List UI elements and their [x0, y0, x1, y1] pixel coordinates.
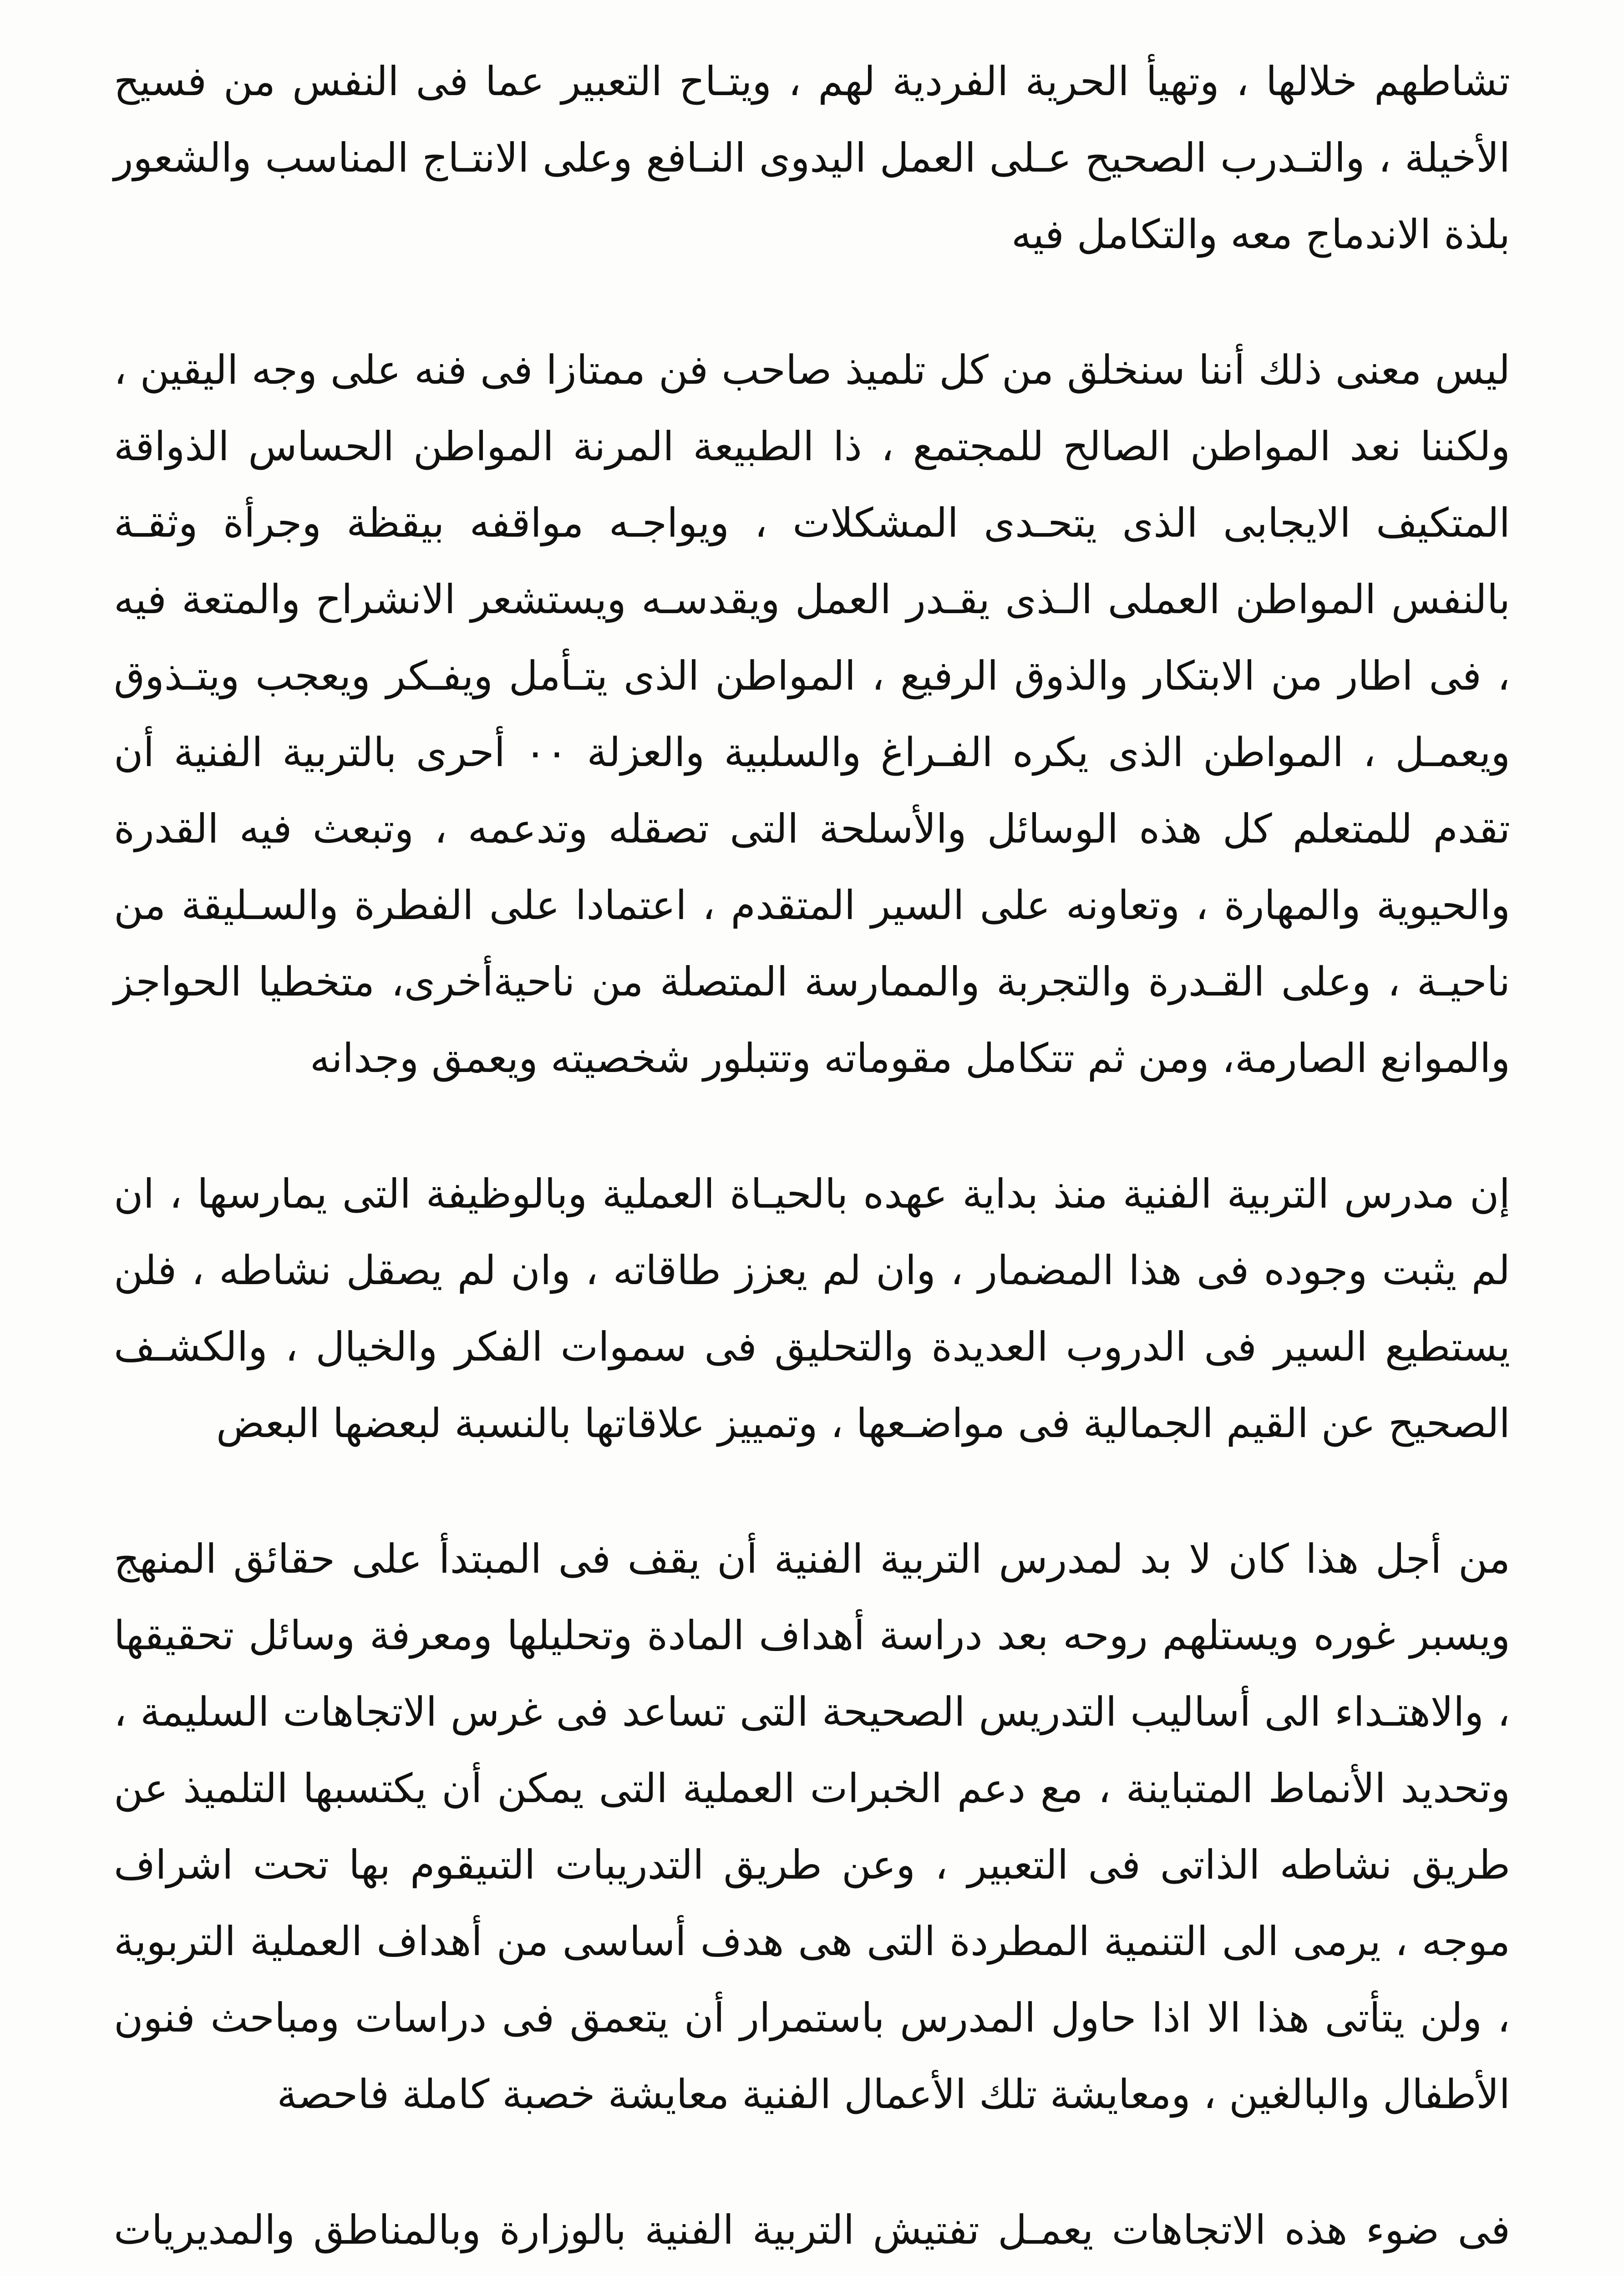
paragraph-2: ليس معنى ذلك أننا سنخلق من كل تلميذ صاحب فن ممتازا فى فنه على وجه اليقين ، ولكننا نعد المواطن الصالح للمجتمع ، ذا الطبيعة المرنة المواطن الحساس الذواقة المتكيف الايجابى الذى يتحـدى المشكلات ، ويواجـه مواقفه بيقظة وجرأة وثقـة بالنفس المواطن العملى الـذى يقـدر العمل ويقدسـه ويستشعر الانشراح والمتعة فيه ، فى اطار من الابتكار والذوق الرفيع ، المواطن الذى يتـأمل ويفـكر ويعجب ويتـذوق ويعمـل ، المواطن الذى يكره الفـراغ والسلبية والعزلة ٠٠ أحرى بالتربية الفنية أن تقدم للمتعلم كل هذه الوسائل والأسلحة التى تصقله وتدعمه ، وتبعث فيه القدرة والحيوية والمهارة ، وتعاونه على السير المتقدم ، اعتمادا على الفطرة والسـليقة من ناحيـة ، وعلى القـدرة والتجربة والممارسة المتصلة من ناحيةأخرى، متخطيا الحواجز والموانع الصارمة، ومن ثم تتكامل مقوماته وتتبلور شخصيته ويعمق وجدانه	[114, 346, 1510, 1082]
page-body	[114, 43, 1510, 2276]
paragraph-3: إن مدرس التربية الفنية منذ بداية عهده بالحيـاة العملية وبالوظيفة التى يمارسها ، ان لم يثبت وجوده فى هذا المضمار ، وان لم يعزز طاقاته ، وان لم يصقل نشاطه ، فلن يستطيع السير فى الدروب العديدة والتحليق فى سموات الفكر والخيال ، والكشـف الصحيح عن القيم الجمالية فى مواضـعها ، وتمييز علاقاتها بالنسبة لبعضها البعض	[114, 1170, 1510, 1447]
paragraph-1: تشاطهم خلالها ، وتهيأ الحرية الفردية لهم ، ويتـاح التعبير عما فى النفس من فسيح الأخيلة ، والتـدرب الصحيح عـلى العمل اليدوى النـافع وعلى الانتـاج المناسب والشعور بلذة الاندماج معه والتكامل فيه	[114, 58, 1510, 258]
paragraph-5: فى ضوء هذه الاتجاهات يعمـل تفتيش التربية الفنية بالوزارة وبالمناطق والمديريات	[114, 2206, 1510, 2253]
paragraph-4: من أجل هذا كان لا بد لمدرس التربية الفنية أن يقف فى المبتدأ على حقائق المنهج ويسبر غوره ويستلهم روحه بعد دراسة أهداف المادة وتحليلها ومعرفة وسائل تحقيقها ، والاهتـداء الى أساليب التدريس الصحيحة التى تساعد فى غرس الاتجاهات السليمة ، وتحديد الأنماط المتباينة ، مع دعم الخبرات العملية التى يمكن أن يكتسبها التلميذ عن طريق نشاطه الذاتى فى التعبير ، وعن طريق التدريبات التىيقوم بها تحت اشراف موجه ، يرمى الى التنمية المطردة التى هى هدف أساسى من أهداف العملية التربوية ، ولن يتأتى هذا الا اذا حاول المدرس باستمرار أن يتعمق فى دراسات ومباحث فنون الأطفال والبالغين ، ومعايشة تلك الأعمال الفنية معايشة خصبة كاملة فاحصة	[114, 1535, 1511, 2118]
